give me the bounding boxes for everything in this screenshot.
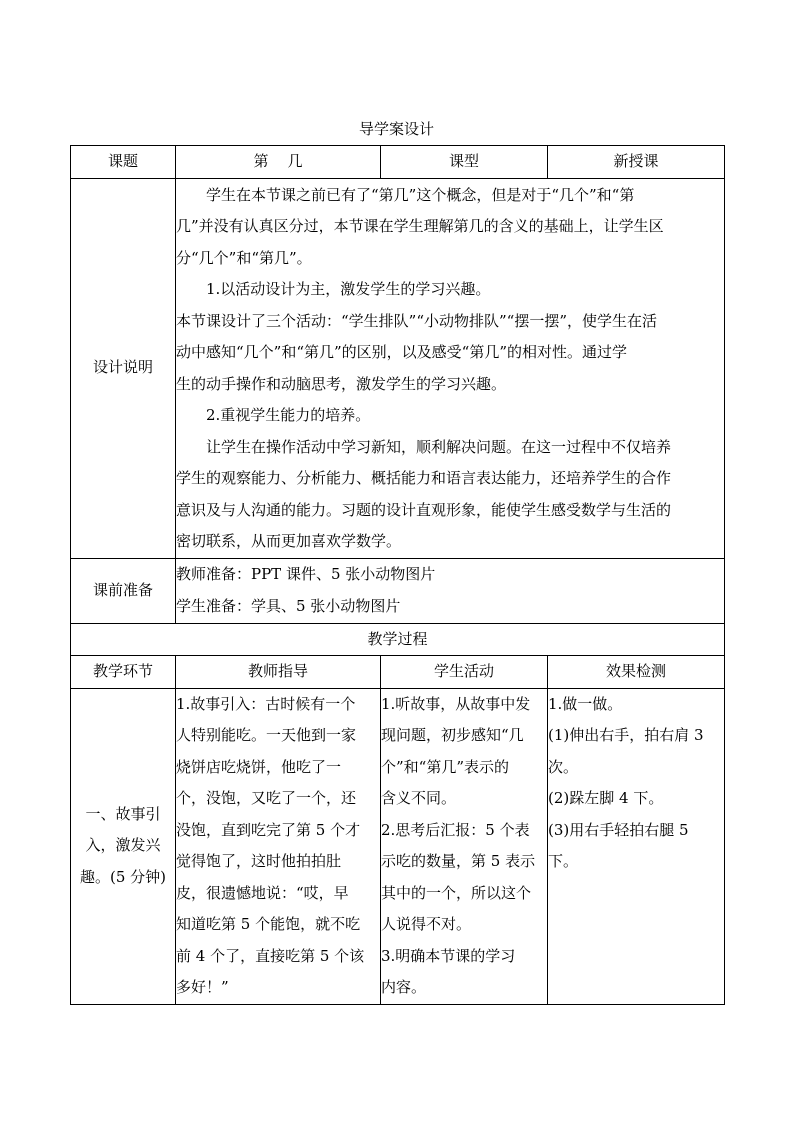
design-label: 设计说明 [71, 178, 176, 558]
process-heading: 教学过程 [71, 623, 725, 656]
effect-line: (3)用右手轻拍右腿 5 [548, 820, 689, 839]
column-stage: 教学环节 [71, 656, 176, 689]
design-line: 生的动手操作和动脑思考，激发学生的学习兴趣。 [176, 374, 507, 393]
prep-content [176, 558, 725, 623]
student-line: 内容。 [381, 978, 427, 996]
effect-line: (2)跺左脚 4 下。 [548, 789, 664, 807]
effect-line: 1.做一做。 [548, 694, 623, 713]
topic-label: 课题 [71, 146, 176, 179]
effect-line: 次。 [548, 757, 579, 776]
process-columns-row [71, 656, 725, 689]
type-label: 课型 [381, 146, 548, 179]
teacher-line: 个，没饱，又吃了一个，还 [176, 789, 357, 807]
lesson-plan-table [70, 145, 725, 1005]
effect-line: 下。 [548, 852, 579, 870]
teacher-line: 前 4 个了，直接吃第 5 个该 [176, 946, 365, 965]
teacher-line: 烧饼店吃烧饼，他吃了一 [176, 757, 342, 776]
design-row [71, 178, 725, 558]
design-line: 学生的观察能力、分析能力、概括能力和语言表达能力，还培养学生的合作 [176, 469, 672, 487]
document-title: 导学案设计 [358, 120, 434, 138]
stage1-name [71, 688, 176, 1004]
student-line: 个”和“第几”表示的 [381, 757, 510, 776]
prep-teacher: 教师准备：PPT 课件、5 张小动物图片 [176, 565, 436, 583]
design-line: 2.重视学生能力的培养。 [206, 406, 371, 424]
student-line: 含义不同。 [381, 789, 457, 807]
student-line: 2.思考后汇报：5 个表 [381, 820, 530, 839]
design-line: 分“几个”和“第几”。 [176, 248, 312, 267]
design-line: 动中感知“几个”和“第几”的区别，以及感受“第几”的相对性。通过学 [176, 343, 628, 361]
stage1-name-line: 入，激发兴 [85, 836, 161, 855]
student-line: 其中的一个，所以这个 [381, 883, 532, 902]
prep-student: 学生准备：学具、5 张小动物图片 [176, 596, 401, 615]
stage1-teacher [176, 688, 381, 1004]
design-content [176, 178, 725, 558]
teacher-line: 人特别能吃。一天他到一家 [176, 726, 357, 744]
stage1-student [381, 688, 548, 1004]
teacher-line: 知道吃第 5 个能饱，就不吃 [176, 915, 361, 933]
topic-value-text: 第 几 [253, 152, 303, 170]
prep-label: 课前准备 [71, 558, 176, 623]
student-line: 人说得不对。 [381, 915, 472, 933]
column-effect: 效果检测 [548, 656, 725, 689]
column-teacher: 教师指导 [176, 656, 381, 689]
student-line: 3.明确本节课的学习 [381, 946, 516, 965]
teacher-line: 没饱，直到吃完了第 5 个才 [176, 820, 361, 839]
design-line: 学生在本节课之前已有了“第几”这个概念，但是对于“几个”和“第 [206, 185, 635, 204]
stage1-name-line: 一、故事引 [85, 804, 161, 823]
column-student: 学生活动 [381, 656, 548, 689]
teacher-line: 觉得饱了，这时他拍拍肚 [176, 852, 342, 870]
design-line: 意识及与人沟通的能力。习题的设计直观形象，能使学生感受数学与生活的 [176, 500, 672, 519]
stage1-row [71, 688, 725, 1004]
teacher-line: 皮，很遗憾地说：“哎，早 [176, 883, 349, 902]
prep-row [71, 558, 725, 623]
stage1-name-line: 趣。(5 分钟) [79, 867, 167, 886]
student-line: 示吃的数量，第 5 表示 [381, 852, 536, 870]
design-line: 几”并没有认真区分过，本节课在学生理解第几的含义的基础上，让学生区 [176, 217, 664, 235]
design-line: 本节课设计了三个活动：“学生排队”“小动物排队”“摆一摆”，使学生在活 [176, 311, 658, 330]
teacher-line: 1.故事引入：古时候有一个 [176, 694, 356, 713]
student-line: 现问题，初步感知“几 [381, 726, 524, 744]
stage1-effect [548, 688, 725, 1004]
type-value: 新授课 [548, 146, 725, 179]
process-heading-row [71, 623, 725, 656]
topic-value [176, 146, 381, 179]
design-line: 让学生在操作活动中学习新知，顺利解决问题。在这一过程中不仅培养 [206, 437, 672, 456]
student-line: 1.听故事，从故事中发 [381, 694, 531, 713]
header-row [71, 146, 725, 179]
design-line: 1.以活动设计为主，激发学生的学习兴趣。 [206, 280, 491, 298]
teacher-line: 多好！” [176, 978, 229, 996]
effect-line: (1)伸出右手，拍右肩 3 [548, 726, 704, 744]
design-line: 密切联系，从而更加喜欢学数学。 [176, 532, 402, 550]
